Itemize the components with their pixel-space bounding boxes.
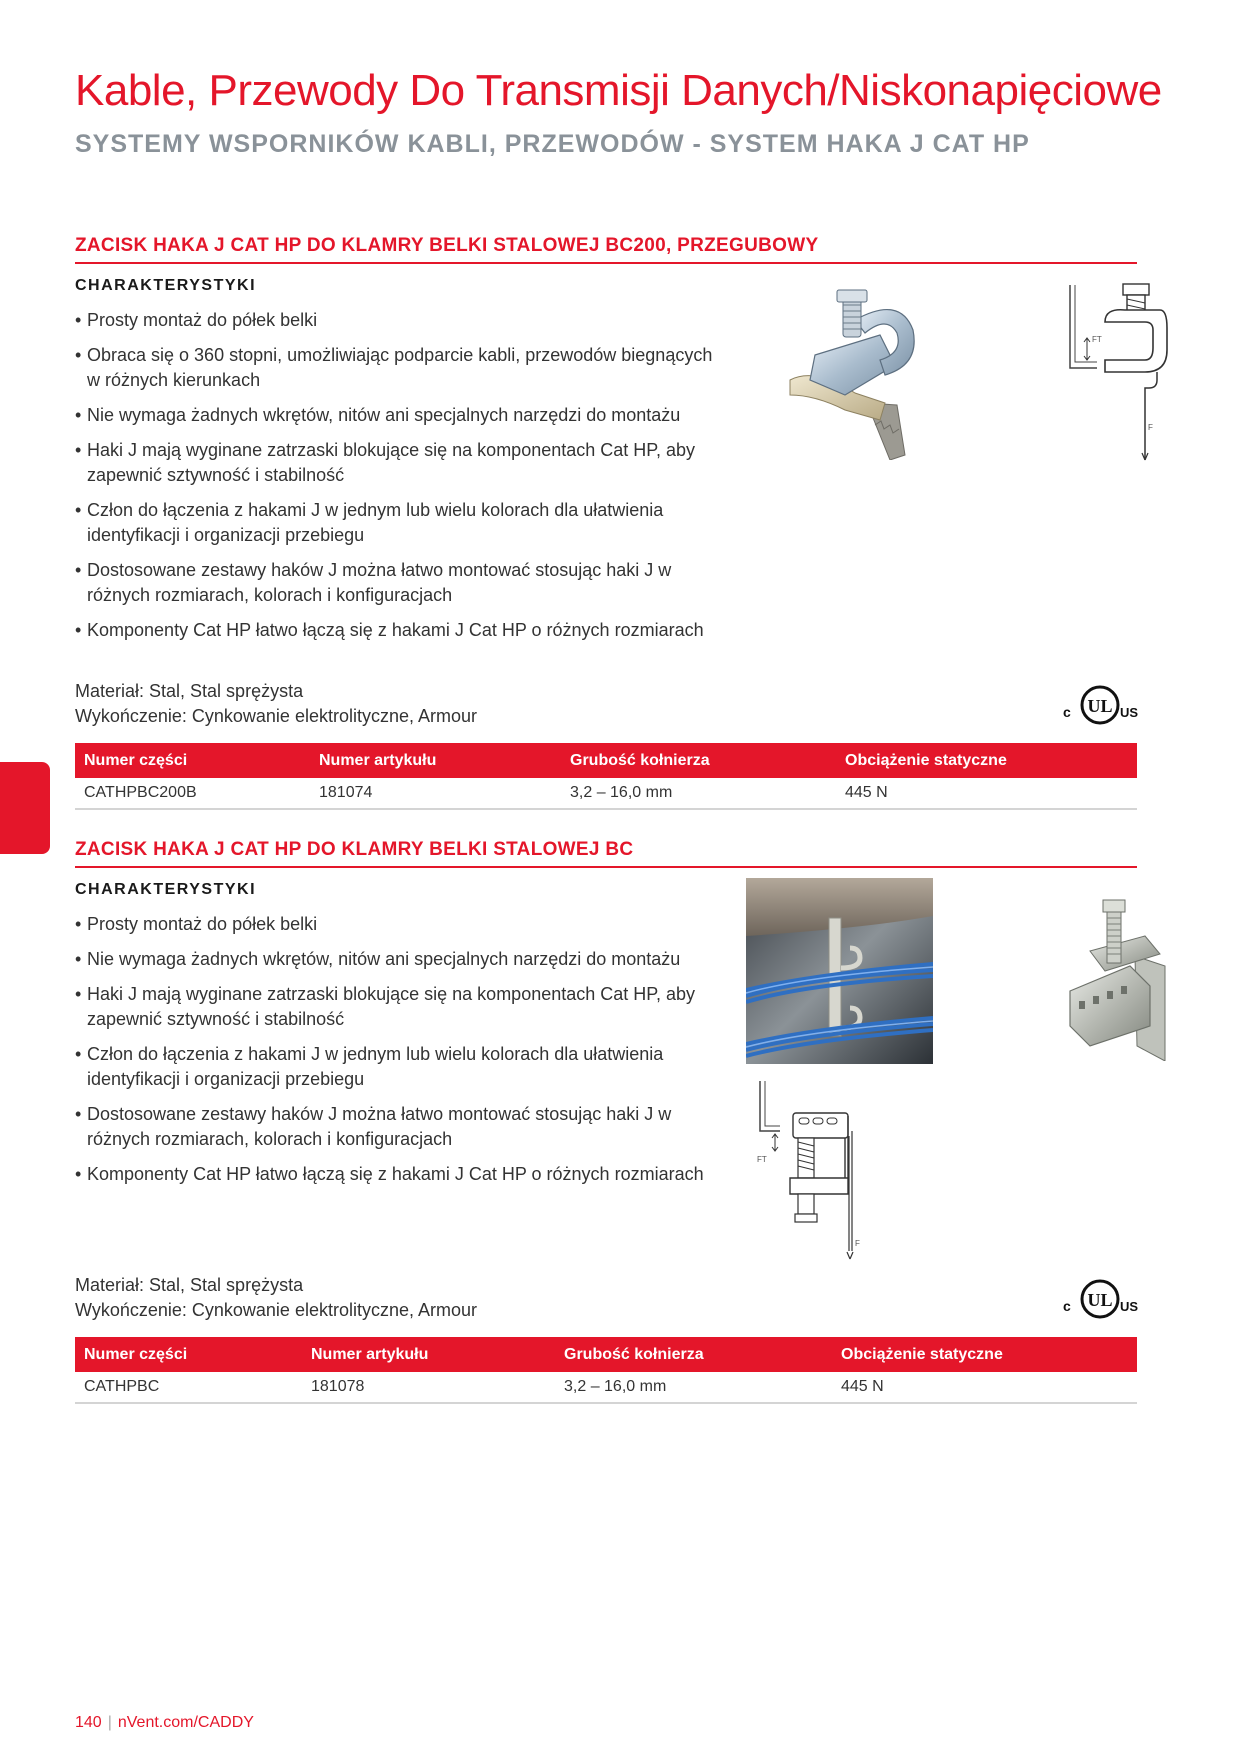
diagram-label-f: F <box>855 1239 860 1248</box>
ul-mark-us: US <box>1120 1299 1139 1314</box>
column-header: Grubość kołnierza <box>561 743 836 778</box>
ul-listed-icon <box>1060 683 1140 727</box>
table-row <box>75 778 1137 809</box>
ul-listed-icon <box>1060 1277 1140 1321</box>
product-section-bc <box>75 839 1137 1409</box>
page-number: 140 <box>75 1714 102 1731</box>
page-title: Kable, Przewody Do Transmisji Danych/Niskonapięciowe <box>75 66 1162 115</box>
feature-item: • Człon do łączenia z hakami J w jednym lub wielu kolorach dla ułatwienia identyfikacji i organizacji przebiegu <box>75 1042 725 1092</box>
column-header: Numer artykułu <box>310 743 561 778</box>
feature-item: • Prosty montaż do półek belki <box>75 912 725 937</box>
diagram-label-ft: FT <box>1092 335 1102 344</box>
feature-item: • Haki J mają wyginane zatrzaski blokujące się na komponentach Cat HP, aby zapewnić sztywność i stabilność <box>75 982 725 1032</box>
table-header-row <box>75 1337 1137 1372</box>
column-header: Obciążenie statyczne <box>836 743 1137 778</box>
installation-photo <box>746 878 933 1064</box>
product-section-bc200 <box>75 235 1153 815</box>
table-cell: 3,2 – 16,0 mm <box>555 1372 832 1403</box>
column-header: Obciążenie statyczne <box>832 1337 1137 1372</box>
dimension-diagram-bc200 <box>1065 280 1180 465</box>
feature-item: • Haki J mają wyginane zatrzaski blokujące się na komponentach Cat HP, aby zapewnić sztywność i stabilność <box>75 438 725 488</box>
feature-item: • Dostosowane zestawy haków J można łatwo montować stosując haki J w różnych rozmiarach, kolorach i konfiguracjach <box>75 1102 725 1152</box>
column-header: Numer części <box>75 1337 302 1372</box>
section-heading: ZACISK HAKA J CAT HP DO KLAMRY BELKI STALOWEJ BC <box>75 839 1137 868</box>
section-heading: ZACISK HAKA J CAT HP DO KLAMRY BELKI STALOWEJ BC200, PRZEGUBOWY <box>75 235 1137 264</box>
feature-item: • Dostosowane zestawy haków J można łatwo montować stosując haki J w różnych rozmiarach, kolorach i konfiguracjach <box>75 558 725 608</box>
table-cell: 445 N <box>832 1372 1137 1403</box>
dimension-diagram-bc <box>755 1076 880 1261</box>
material-text: Materiał: Stal, Stal sprężysta <box>75 1275 304 1295</box>
table-header-row <box>75 743 1137 778</box>
feature-item: • Nie wymaga żadnych wkrętów, nitów ani specjalnych narzędzi do montażu <box>75 403 725 428</box>
spec-table <box>75 743 1137 810</box>
table-row <box>75 1372 1137 1403</box>
product-photo-bc <box>1065 896 1175 1061</box>
features-list <box>75 308 725 653</box>
page-subtitle: SYSTEMY WSPORNIKÓW KABLI, PRZEWODÓW - SYSTEM HAKA J CAT HP <box>75 130 1030 158</box>
features-label: CHARAKTERYSTYKI <box>75 277 257 294</box>
side-tab-marker <box>0 762 50 854</box>
footer-url[interactable]: nVent.com/CADDY <box>117 1714 254 1731</box>
table-cell: 181074 <box>310 778 561 809</box>
finish-text: Wykończenie: Cynkowanie elektrolityczne, Armour <box>75 706 478 726</box>
page-footer <box>75 1714 254 1732</box>
footer-separator: | <box>107 1714 112 1731</box>
feature-item: • Komponenty Cat HP łatwo łączą się z hakami J Cat HP o różnych rozmiarach <box>75 618 725 643</box>
material-text: Materiał: Stal, Stal sprężysta <box>75 681 304 701</box>
column-header: Numer artykułu <box>302 1337 555 1372</box>
column-header: Grubość kołnierza <box>555 1337 832 1372</box>
feature-item: • Komponenty Cat HP łatwo łączą się z hakami J Cat HP o różnych rozmiarach <box>75 1162 725 1187</box>
table-cell: CATHPBC200B <box>75 778 310 809</box>
feature-item: • Nie wymaga żadnych wkrętów, nitów ani specjalnych narzędzi do montażu <box>75 947 725 972</box>
column-header: Numer części <box>75 743 310 778</box>
table-cell: CATHPBC <box>75 1372 302 1403</box>
ul-mark-text: UL <box>1087 696 1113 716</box>
feature-item: • Człon do łączenia z hakami J w jednym lub wielu kolorach dla ułatwienia identyfikacji i organizacji przebiegu <box>75 498 725 548</box>
ul-mark-us: US <box>1120 705 1139 720</box>
finish-text: Wykończenie: Cynkowanie elektrolityczne, Armour <box>75 1300 478 1320</box>
feature-item: • Prosty montaż do półek belki <box>75 308 725 333</box>
ul-mark-c: c <box>1063 1298 1071 1314</box>
features-list <box>75 912 725 1197</box>
features-label: CHARAKTERYSTYKI <box>75 881 257 898</box>
table-cell: 445 N <box>836 778 1137 809</box>
table-cell: 3,2 – 16,0 mm <box>561 778 836 809</box>
product-photo-bc200 <box>785 285 935 460</box>
ul-mark-text: UL <box>1087 1290 1113 1310</box>
ul-mark-c: c <box>1063 704 1071 720</box>
table-cell: 181078 <box>302 1372 555 1403</box>
feature-item: • Obraca się o 360 stopni, umożliwiając podparcie kabli, przewodów biegnących w różnych kierunkach <box>75 343 725 393</box>
diagram-label-ft: FT <box>757 1155 767 1164</box>
spec-table <box>75 1337 1137 1404</box>
diagram-label-f: F <box>1148 423 1153 432</box>
